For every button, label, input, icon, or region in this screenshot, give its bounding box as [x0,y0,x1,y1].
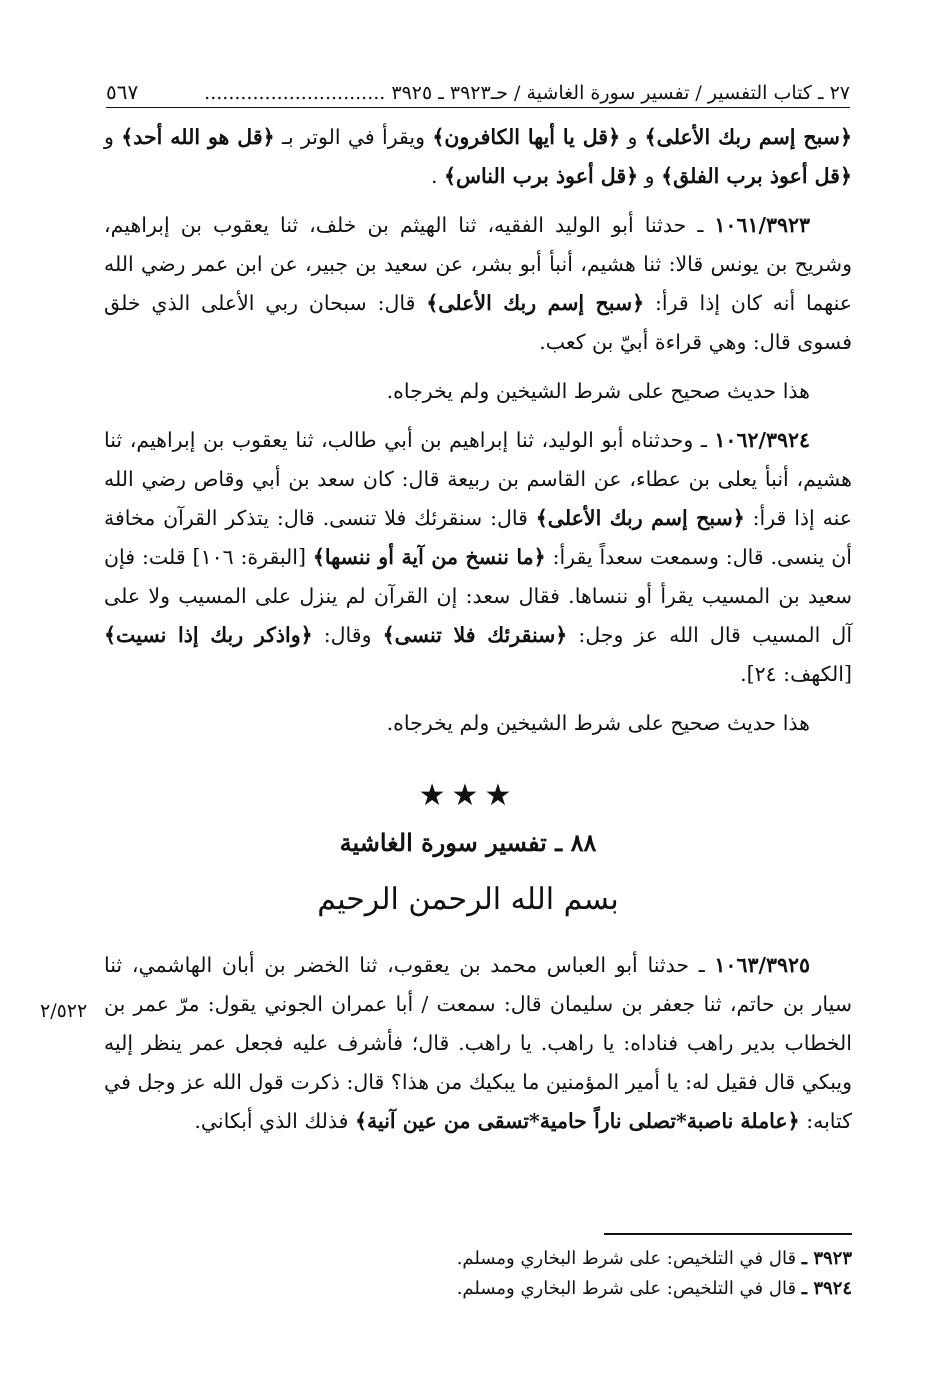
hadith-number: ١٠٦١/٣٩٢٣ [714,213,810,237]
running-head-title: ٢٧ ـ كتاب التفسير / تفسير سورة الغاشية / حـ٣٩٢٣ ـ ٣٩٢٥ .............................. [204,82,850,104]
upper-text-block [104,118,852,753]
text-run: . [430,164,445,188]
text-run: وقال: [312,623,383,647]
footnote-text: قال في التلخيص: على شرط البخاري ومسلم. [456,1278,802,1299]
quran-quote: ﴿عاملة ناصبة*تصلى ناراً حامية*تسقى من عين آنية﴾ [355,1109,800,1133]
surah-heading: ٨٨ ـ تفسير سورة الغاشية [339,828,597,857]
page-number: ٥٦٧ [106,80,139,104]
footnote-number: ٣٩٢٣ ـ [801,1248,852,1269]
text-run: [البقرة: ١٠٦] قلت: فإن سعيد بن المسيب يقرأ أو ننساها. فقال سعد: إن القرآن لم ينزل على المسيب ولا على آل المسيب قال الله عز وجل: [104,545,853,647]
text-run: قال: سنقرئك فلا تنسى. قال: يتذكر القرآن مخافة أن ينسى. قال: وسمعت سعداً يقرأ: [104,506,852,569]
text-run: ـ وحدثناه أبو الوليد، ثنا إبراهيم بن أبي طالب، ثنا يعقوب بن إبراهيم، ثنا هشيم، أنبأ يعلى بن عطاء، عن القاسم بن ربيعة قال: كان سعد بن أبي وقاص رضي الله عنه إذا قرأ: [104,428,852,530]
lower-text-block [104,946,852,1151]
footnote-text: قال في التلخيص: على شرط البخاري ومسلم. [456,1248,802,1269]
section-separator-stars: ★★★ [418,778,518,813]
quran-quote: ﴿قل أعوذ برب الفلق﴾ [661,164,852,188]
verdict-3924: هذا حديث صحيح على شرط الشيخين ولم يخرجاه. [386,711,810,735]
footnote-number: ٣٩٢٤ ـ [801,1278,852,1299]
manuscript-margin-reference: ٢/٥٢٢ [40,1000,88,1022]
text-run: و [638,164,662,188]
hadith-3925 [104,946,852,1141]
footnote-divider [604,1233,852,1235]
hadith-number: ١٠٦٣/٣٩٢٥ [714,953,810,977]
verdict-3923: هذا حديث صحيح على شرط الشيخين ولم يخرجاه. [386,379,810,403]
text-run: قال: سبحان ربي الأعلى الذي خلق فسوى قال: وهي قراءة أبيّ بن كعب. [104,291,852,354]
quran-quote: ﴿قل يا أيها الكافرون﴾ [432,125,621,149]
quran-quote: ﴿سبح إسم ربك الأعلى﴾ [644,125,852,149]
footnote-item [104,1244,852,1274]
footnote-item [104,1274,852,1304]
quran-quote: ﴿واذكر ربك إذا نسيت﴾ [104,623,313,647]
running-head [106,74,850,108]
text-run: و [620,125,645,149]
text-run: ويقرأ في الوتر بـ [274,125,433,149]
paragraph-closing-verses [104,118,852,196]
quran-quote: ﴿سبح إسم ربك الأعلى﴾ [535,506,745,530]
hadith-3924 [104,421,852,694]
footnotes [104,1244,852,1304]
basmala: بسم الله الرحمن الرحيم [317,882,619,917]
hadith-number: ١٠٦٢/٣٩٢٤ [714,428,810,452]
quran-quote: ﴿سنقرئك فلا تنسى﴾ [382,623,568,647]
text-run: [الكهف: ٢٤]. [740,662,852,686]
text-run: فذلك الذي أبكاني. [194,1109,355,1133]
quran-quote: ﴿قل هو الله أحد﴾ [121,125,275,149]
text-run: ـ حدثنا أبو العباس محمد بن يعقوب، ثنا الخضر بن أبان الهاشمي، ثنا سيار بن حاتم، ثنا جعفر بن سليمان قال: سمعت / أبا عمران الجوني يقول: مرّ عمر بن الخطاب بدير راهب فناداه: يا راهب. يا راهب. قال؛ فأشرف عليه فجعل عمر ينظر إليه ويبكي قال فقيل له: يا أمير المؤمنين ما يبكيك من هذا؟ قال: ذكرت قول الله عز وجل في كتابه: [104,953,852,1133]
hadith-3923 [104,206,852,362]
quran-quote: ﴿ما ننسخ من آية أو ننسها﴾ [312,545,546,569]
quran-quote: ﴿قل أعوذ برب الناس﴾ [444,164,639,188]
text-run: و [104,125,122,149]
quran-quote: ﴿سبح إسم ربك الأعلى﴾ [426,291,645,315]
text-run: ـ حدثنا أبو الوليد الفقيه، ثنا الهيثم بن خلف، ثنا يعقوب بن إبراهيم، وشريح بن يونس قالا: ثنا هشيم، أنبأ أبو بشر، عن سعيد بن جبير، عن ابن عمر رضي الله عنهما أنه كان إذا قرأ: [104,213,852,315]
